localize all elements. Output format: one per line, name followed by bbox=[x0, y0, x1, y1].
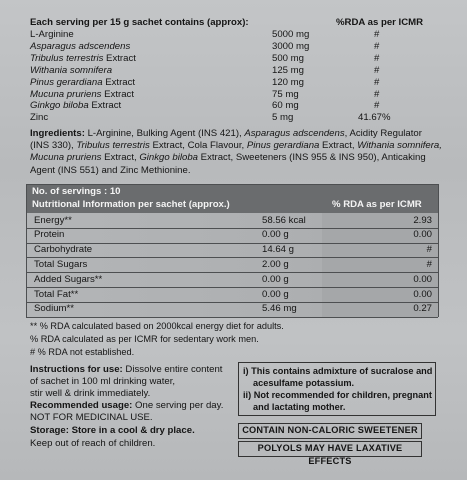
composition-item-suffix: Extract bbox=[88, 100, 122, 112]
ingredients-text: Pinus gerardiana bbox=[246, 140, 320, 152]
recommended-usage-label: Recommended usage: bbox=[30, 400, 133, 411]
nutrient-name: Energy** bbox=[34, 214, 72, 226]
nutrient-name: Total Fat** bbox=[34, 288, 79, 300]
ingredients-text: Extract, Cola Flavour, bbox=[149, 140, 247, 152]
composition-header: Each serving per 15 g sachet contains (approx): bbox=[30, 17, 249, 28]
table-row-divider bbox=[26, 287, 438, 288]
composition-item-name bbox=[30, 100, 121, 112]
composition-item-name bbox=[30, 53, 136, 65]
composition-item-suffix: Extract bbox=[102, 76, 136, 88]
table-row-divider bbox=[26, 228, 438, 229]
nutrient-rda: 0.27 bbox=[413, 303, 432, 315]
ingredients-text: Extract, bbox=[319, 140, 358, 152]
table-border-left bbox=[26, 184, 27, 317]
ingredients-text: Ginkgo biloba bbox=[139, 152, 198, 164]
nutrition-rda-header: % RDA as per ICMR bbox=[332, 199, 422, 210]
servings-count: No. of servings : 10 bbox=[32, 186, 121, 197]
nutrient-rda: 0.00 bbox=[413, 273, 432, 285]
composition-item-name bbox=[30, 77, 135, 89]
instructions-text: Dissolve entire content bbox=[122, 364, 223, 375]
table-border-bottom bbox=[26, 317, 438, 318]
polyols-laxative-badge: POLYOLS MAY HAVE LAXATIVE EFFECTS bbox=[238, 441, 422, 457]
footnote-energy: ** % RDA calculated based on 2000kcal energy diet for adults. bbox=[30, 321, 284, 331]
table-border-right bbox=[438, 184, 439, 317]
ingredients-text: L-Arginine, Bulking Agent (INS 421), bbox=[84, 128, 245, 139]
footnote-icmr: % RDA calculated as per ICMR for sedentary work men. bbox=[30, 334, 259, 344]
composition-rda-header: %RDA as per ICMR bbox=[336, 17, 424, 28]
warning-children-2: and lactating mother. bbox=[253, 402, 346, 412]
composition-item-label: Zinc bbox=[30, 112, 49, 124]
non-caloric-sweetener-badge: CONTAIN NON-CALORIC SWEETENER bbox=[238, 423, 422, 439]
nutrient-name: Sodium** bbox=[34, 303, 74, 315]
ingredients-text: , Acidity Regulator (INS 330), bbox=[30, 128, 422, 152]
warning-sweetener-2: acesulfame potassium. bbox=[253, 378, 355, 388]
composition-item-amount: 125 mg bbox=[272, 64, 304, 76]
composition-item-name bbox=[30, 29, 74, 41]
nutrient-name: Total Sugars bbox=[34, 258, 88, 270]
nutrient-value: 0.00 g bbox=[262, 273, 289, 285]
nutrient-rda: 0.00 bbox=[413, 288, 432, 300]
nutrient-value: 58.56 kcal bbox=[262, 214, 306, 226]
composition-item-botanical: Mucuna pruriens bbox=[30, 88, 102, 100]
nutrient-name: Carbohydrate bbox=[34, 244, 93, 256]
composition-item-suffix: Extract bbox=[101, 88, 134, 100]
composition-item-name bbox=[30, 65, 112, 77]
nutrient-value: 14.64 g bbox=[262, 244, 295, 256]
composition-item-label: L-Arginine bbox=[30, 29, 74, 40]
instructions-line bbox=[30, 364, 222, 376]
ingredients-text: Extract, Sweeteners (INS 955 & INS 950), Anticaking Agent (INS 551) and Zinc Methionine. bbox=[30, 152, 426, 176]
instructions-line-3: stir well & drink immediately. bbox=[30, 388, 151, 399]
nutrient-name: Added Sugars** bbox=[34, 273, 103, 285]
composition-item-rda: # bbox=[374, 88, 380, 100]
composition-item-botanical: Pinus gerardiana bbox=[30, 76, 103, 88]
ingredients-text: Extract, bbox=[101, 152, 140, 164]
ingredients-text: Withania somnifera, Mucuna pruriens bbox=[30, 140, 442, 164]
ingredients-label: Ingredients: bbox=[30, 128, 85, 139]
table-border-top bbox=[26, 184, 438, 185]
composition-item-amount: 500 mg bbox=[272, 52, 304, 64]
not-medicinal-text: NOT FOR MEDICINAL USE. bbox=[30, 412, 153, 423]
composition-item-rda: # bbox=[374, 29, 380, 40]
composition-item-suffix: Extract bbox=[103, 52, 136, 64]
composition-item-rda: 41.67% bbox=[358, 112, 391, 124]
warning-sweetener-1: i) This contains admixture of sucralose and bbox=[243, 366, 433, 376]
keep-out-text: Keep out of reach of children. bbox=[30, 438, 156, 449]
storage-text: Storage: Store in a cool & dry place. bbox=[30, 425, 195, 436]
composition-item-rda: # bbox=[374, 76, 380, 88]
instructions-label: Instructions for use: bbox=[30, 364, 123, 375]
composition-item-name bbox=[30, 112, 48, 124]
nutrient-value: 2.00 g bbox=[262, 258, 289, 270]
composition-item-amount: 5 mg bbox=[272, 112, 294, 124]
composition-item-botanical: Tribulus terrestris bbox=[30, 52, 104, 64]
nutrient-name: Protein bbox=[34, 229, 65, 241]
composition-item-rda: # bbox=[374, 100, 380, 112]
composition-item-name bbox=[30, 89, 134, 101]
ingredients-text: Asparagus adscendens bbox=[244, 128, 345, 139]
nutrient-value: 0.00 g bbox=[262, 288, 289, 300]
composition-item-amount: 3000 mg bbox=[272, 40, 310, 52]
composition-item-rda: # bbox=[374, 52, 380, 64]
nutrient-rda: # bbox=[426, 244, 432, 256]
instructions-line-2: of sachet in 100 ml drinking water, bbox=[30, 376, 176, 387]
table-row-divider bbox=[26, 302, 438, 303]
composition-item-botanical: Withania somnifera bbox=[30, 64, 113, 76]
ingredients-text: Tribulus terrestris bbox=[76, 140, 150, 152]
nutrient-rda: 0.00 bbox=[413, 229, 432, 241]
nutrient-value: 0.00 g bbox=[262, 229, 289, 241]
composition-item-amount: 60 mg bbox=[272, 100, 299, 112]
nutrition-table-header bbox=[26, 184, 438, 213]
warning-box bbox=[238, 362, 436, 416]
nutrition-header-label: Nutritional Information per sachet (approx.) bbox=[32, 199, 230, 210]
composition-item-rda: # bbox=[374, 64, 380, 76]
nutrient-rda: 2.93 bbox=[413, 214, 432, 226]
composition-item-name bbox=[30, 41, 130, 53]
recommended-usage-text: One serving per day. bbox=[132, 400, 224, 411]
composition-item-botanical: Ginkgo biloba bbox=[30, 100, 89, 112]
composition-item-amount: 120 mg bbox=[272, 76, 304, 88]
warning-children-1: ii) Not recommended for children, pregnant bbox=[243, 390, 432, 400]
recommended-usage-line bbox=[30, 400, 223, 412]
footnote-not-established: # % RDA not established. bbox=[30, 347, 135, 357]
composition-item-rda: # bbox=[374, 40, 380, 52]
composition-item-amount: 5000 mg bbox=[272, 29, 310, 40]
nutrient-rda: # bbox=[426, 258, 432, 270]
composition-item-amount: 75 mg bbox=[272, 88, 299, 100]
ingredients-paragraph bbox=[30, 128, 442, 177]
table-row-divider bbox=[26, 257, 438, 258]
composition-item-botanical: Asparagus adscendens bbox=[30, 40, 131, 52]
nutrient-value: 5.46 mg bbox=[262, 303, 297, 315]
